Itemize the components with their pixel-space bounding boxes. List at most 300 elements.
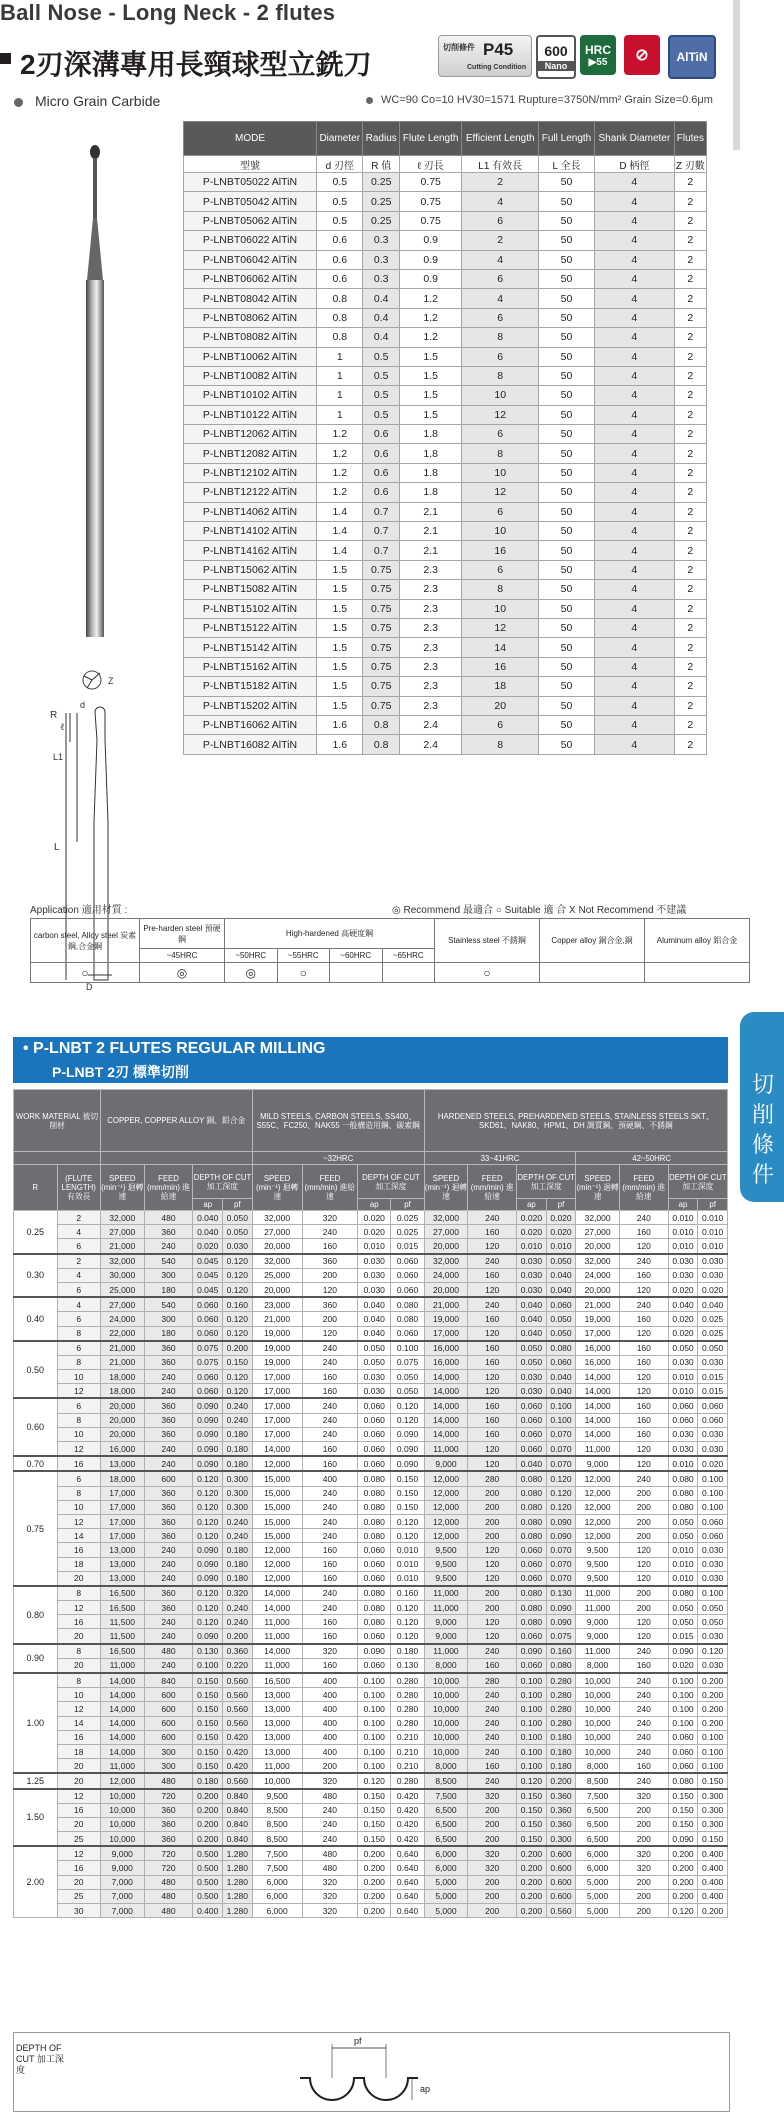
cc-cell: 0.090 [193, 1413, 223, 1427]
cc-cell: 200 [468, 1803, 517, 1817]
app-sub-65: ~65HRC [382, 949, 435, 963]
cc-cell: 11,000 [424, 1601, 468, 1615]
tool-row [184, 269, 707, 288]
tool-cell: 2.3 [399, 677, 462, 696]
cc-cell: 19,000 [252, 1341, 302, 1356]
cc-cell: 10,000 [576, 1673, 620, 1688]
cc-cell: 32,000 [576, 1211, 620, 1225]
tool-cell: 4 [595, 289, 675, 308]
cc-cell: 0.090 [391, 1442, 424, 1457]
cc-cell: 8,000 [576, 1658, 620, 1673]
tool-cell: 0.25 [363, 173, 399, 192]
cc-row [14, 1832, 728, 1847]
cc-cell: 0.010 [698, 1239, 728, 1254]
cc-cell: 14 [57, 1529, 101, 1543]
cc-cell: 11,000 [424, 1644, 468, 1659]
cc-cell: 0.080 [668, 1471, 698, 1486]
cc-cell: 0.080 [358, 1586, 391, 1601]
cc-cell: 0.040 [698, 1297, 728, 1312]
cc-cell: 27,000 [252, 1225, 302, 1239]
tool-cell: 4 [595, 211, 675, 230]
cc-cell: 12 [57, 1789, 101, 1804]
cc-cell: 160 [302, 1456, 358, 1471]
cc-cell: 0.120 [193, 1529, 223, 1543]
cc-cell: 0.130 [391, 1658, 424, 1673]
cc-cell: 0.060 [358, 1427, 391, 1441]
cc-cell: 160 [619, 1341, 668, 1356]
cc-cell: 200 [619, 1904, 668, 1918]
tool-cell: 18 [462, 677, 539, 696]
tool-cell: 1.5 [317, 560, 363, 579]
tool-cell: P-LNBT08062 AlTiN [184, 308, 317, 327]
cc-cell: 12,000 [252, 1571, 302, 1586]
cc-cell: 0.045 [193, 1254, 223, 1269]
cc-cell: 0.045 [193, 1282, 223, 1297]
cc-cell: 10,000 [576, 1702, 620, 1716]
cc-cell: 0.100 [358, 1759, 391, 1774]
cc-cell: 160 [302, 1442, 358, 1457]
tool-cell: 2 [674, 696, 706, 715]
cc-cell: 240 [302, 1427, 358, 1441]
cc-cell: 0.020 [668, 1658, 698, 1673]
cc-cell: 9,500 [424, 1571, 468, 1586]
tool-row [184, 405, 707, 424]
cc-cell: 24,000 [576, 1268, 620, 1282]
cc-cell: 0.040 [546, 1370, 576, 1384]
cc-cell: 0.600 [546, 1846, 576, 1861]
tool-cell: 0.3 [363, 231, 399, 250]
cc-cell: 0.150 [193, 1716, 223, 1730]
cc-cell: 400 [302, 1673, 358, 1688]
cc-cell: 0.040 [546, 1384, 576, 1399]
cc-cell: 16,500 [101, 1644, 145, 1659]
cc-cell: 24,000 [424, 1268, 468, 1282]
cc-cell: 0.060 [193, 1297, 223, 1312]
cc-cell: 360 [144, 1817, 193, 1831]
tool-cell: P-LNBT08042 AlTiN [184, 289, 317, 308]
tool-cell: 0.5 [363, 405, 399, 424]
tool-cell: 2.1 [399, 502, 462, 521]
cc-cell: 160 [302, 1557, 358, 1571]
cc-cell: 0.075 [193, 1341, 223, 1356]
cc-head-row1 [14, 1090, 728, 1152]
cc-cell: 13,000 [101, 1557, 145, 1571]
cc-row [14, 1529, 728, 1543]
tool-cell: P-LNBT16062 AlTiN [184, 715, 317, 734]
app-mark: ◎ [140, 963, 225, 983]
tool-cell: 50 [539, 250, 595, 269]
cc-cell: 0.420 [391, 1789, 424, 1804]
cc-row [14, 1673, 728, 1688]
cc-cell: 360 [144, 1601, 193, 1615]
cc-cell: 0.050 [223, 1211, 253, 1225]
cc-cell: 0.180 [546, 1744, 576, 1758]
cc-cell: 120 [468, 1615, 517, 1629]
cc-cell: 600 [144, 1702, 193, 1716]
tool-cell: 50 [539, 386, 595, 405]
app-col-stainless: Stainless steel 不銹鋼 [435, 919, 540, 963]
cc-cell: 0.200 [358, 1846, 391, 1861]
cc-cell: 160 [619, 1312, 668, 1326]
cc-cell: 0.150 [668, 1789, 698, 1804]
tool-cell: P-LNBT15122 AlTiN [184, 618, 317, 637]
th-mode: MODE [184, 122, 317, 156]
cc-cell: 13,000 [252, 1744, 302, 1758]
cc-cell: 21,000 [576, 1297, 620, 1312]
cc-cell: 0.080 [517, 1529, 547, 1543]
cc-cell: 0.420 [391, 1803, 424, 1817]
cc-cell: 120 [619, 1326, 668, 1341]
cc-cell: 0.400 [698, 1889, 728, 1903]
cc-cell: 0.640 [391, 1904, 424, 1918]
cc-cell: 8,500 [576, 1773, 620, 1788]
cc-cell: 240 [468, 1211, 517, 1225]
cc-cell: 10 [57, 1427, 101, 1441]
tool-cell: 2 [674, 463, 706, 482]
tool-cell: 50 [539, 483, 595, 502]
tool-cell: P-LNBT12062 AlTiN [184, 425, 317, 444]
cc-cell: 600 [144, 1716, 193, 1730]
cc-cell: 0.030 [668, 1254, 698, 1269]
cc-cell: 11,000 [424, 1442, 468, 1457]
cc-row [14, 1716, 728, 1730]
cc-cell: 0.020 [546, 1211, 576, 1225]
cc-cell: 0.100 [358, 1688, 391, 1702]
cc-radius: 1.25 [14, 1773, 58, 1788]
cc-cell: 17,000 [424, 1326, 468, 1341]
sub-flute-length: ℓ 刃長 [399, 156, 462, 173]
cc-cell: 240 [468, 1716, 517, 1730]
tool-cell: 2 [674, 502, 706, 521]
tool-cell: 50 [539, 735, 595, 754]
cc-cell: 25,000 [252, 1268, 302, 1282]
tool-table-subheader [184, 156, 707, 173]
cc-cell: 0.640 [391, 1861, 424, 1875]
cc-cell: 320 [468, 1789, 517, 1804]
cc-cell: 12,000 [576, 1486, 620, 1500]
cc-row [14, 1615, 728, 1629]
cc-cell: 0.100 [517, 1702, 547, 1716]
cc-cell: 10 [57, 1688, 101, 1702]
cc-cell: 11,000 [576, 1586, 620, 1601]
cc-cell: 10,000 [424, 1730, 468, 1744]
cc-head-row3 [14, 1165, 728, 1199]
cc-cell: 10 [57, 1500, 101, 1514]
cc-cell: 9,500 [252, 1789, 302, 1804]
cc-radius: 0.70 [14, 1456, 58, 1471]
tool-cell: 2.4 [399, 735, 462, 754]
tool-cell: 1.5 [317, 638, 363, 657]
tool-cell: 2 [674, 444, 706, 463]
cc-cell: 0.010 [517, 1239, 547, 1254]
cc-cell: 0.010 [546, 1239, 576, 1254]
tool-row [184, 715, 707, 734]
cc-cell: 0.120 [546, 1471, 576, 1486]
cc-cell: 240 [144, 1615, 193, 1629]
cc-blank-copper [101, 1152, 253, 1165]
tool-cell: 50 [539, 405, 595, 424]
cc-cell: 0.090 [546, 1529, 576, 1543]
cc-cell: 400 [302, 1744, 358, 1758]
cc-cell: 0.120 [223, 1254, 253, 1269]
tool-row [184, 192, 707, 211]
cc-cell: 20 [57, 1658, 101, 1673]
cc-cell: 0.060 [546, 1355, 576, 1369]
cc-cell: 8 [57, 1326, 101, 1341]
cc-cell: 0.160 [223, 1297, 253, 1312]
cc-cell: 17,000 [101, 1486, 145, 1500]
cc-cell: 600 [144, 1688, 193, 1702]
cc-cell: 120 [619, 1282, 668, 1297]
cc-cell: 120 [468, 1326, 517, 1341]
tool-cell: 1.2 [317, 463, 363, 482]
cc-cell: 0.150 [193, 1730, 223, 1744]
cutting-condition-badge [438, 35, 532, 77]
cc-col-pf: pf [698, 1199, 728, 1211]
cc-row [14, 1211, 728, 1225]
cc-cell: 0.100 [358, 1673, 391, 1688]
cc-cell: 13,000 [101, 1543, 145, 1557]
tool-cell: 50 [539, 173, 595, 192]
cc-cell: 10,000 [424, 1673, 468, 1688]
cc-cell: 0.070 [546, 1427, 576, 1441]
cc-cell: 0.030 [517, 1254, 547, 1269]
hrc-label: HRC [585, 42, 611, 57]
cc-cell: 200 [619, 1601, 668, 1615]
cc-cell: 20 [57, 1875, 101, 1889]
cc-cell: 240 [302, 1803, 358, 1817]
cc-cell: 0.200 [698, 1673, 728, 1688]
cc-cell: 32,000 [576, 1254, 620, 1269]
cc-cell: 320 [619, 1861, 668, 1875]
cc-cell: 20,000 [424, 1282, 468, 1297]
cc-cell: 160 [468, 1658, 517, 1673]
cc-cell: 0.080 [517, 1500, 547, 1514]
cc-cell: 0.360 [546, 1789, 576, 1804]
cc-row [14, 1789, 728, 1804]
cc-cell: 0.045 [193, 1268, 223, 1282]
cc-cell: 19,000 [576, 1312, 620, 1326]
app-col-preharden: Pre-harden steel 預硬鋼 [140, 919, 225, 949]
tool-cell: 1.2 [317, 444, 363, 463]
tool-cell: 4 [595, 599, 675, 618]
tool-row [184, 425, 707, 444]
cc-cell: 0.075 [546, 1629, 576, 1644]
cc-col-depth: DEPTH OF CUT 加工深度 [668, 1165, 727, 1199]
cc-cell: 0.120 [193, 1471, 223, 1486]
cc-cell: 0.090 [546, 1615, 576, 1629]
tool-cell: 8 [462, 328, 539, 347]
app-mark: ○ [435, 963, 540, 983]
sub-full-length: L 全長 [539, 156, 595, 173]
cc-cell: 200 [619, 1486, 668, 1500]
tool-cell: 4 [595, 192, 675, 211]
tool-cell: 12 [462, 405, 539, 424]
cc-cell: 6 [57, 1471, 101, 1486]
cc-cell: 160 [302, 1370, 358, 1384]
cc-cell: 0.100 [517, 1730, 547, 1744]
cc-cell: 0.420 [391, 1817, 424, 1831]
cc-cell: 0.200 [358, 1861, 391, 1875]
cc-cell: 0.560 [223, 1716, 253, 1730]
cc-cell: 14,000 [252, 1644, 302, 1659]
tool-cell: 50 [539, 599, 595, 618]
cc-cell: 0.150 [193, 1744, 223, 1758]
cc-cell: 11,000 [576, 1442, 620, 1457]
cc-cell: 14,000 [576, 1384, 620, 1399]
cc-cell: 0.640 [391, 1875, 424, 1889]
cc-cell: 240 [619, 1730, 668, 1744]
cc-cell: 0.120 [193, 1514, 223, 1528]
cc-cell: 8,500 [252, 1832, 302, 1847]
cc-cell: 10,000 [101, 1832, 145, 1847]
cc-cell: 0.150 [193, 1759, 223, 1774]
cc-cell: 120 [468, 1442, 517, 1457]
cc-cell: 0.030 [358, 1370, 391, 1384]
tool-cell: 2 [674, 599, 706, 618]
cc-cell: 20,000 [576, 1282, 620, 1297]
cc-cell: 0.040 [517, 1297, 547, 1312]
cc-col-feed: FEED (mm/min) 進給速 [468, 1165, 517, 1211]
cc-cell: 0.240 [223, 1601, 253, 1615]
tool-cell: P-LNBT15162 AlTiN [184, 657, 317, 676]
cc-row [14, 1875, 728, 1889]
cc-cell: 0.030 [358, 1384, 391, 1399]
cc-cell: 0.120 [358, 1773, 391, 1788]
cc-cell: 0.030 [698, 1442, 728, 1457]
cc-cell: 9,500 [424, 1543, 468, 1557]
tool-row [184, 211, 707, 230]
cc-cell: 0.360 [546, 1817, 576, 1831]
tool-cell: 4 [462, 250, 539, 269]
cc-cell: 200 [619, 1875, 668, 1889]
cc-cell: 200 [619, 1803, 668, 1817]
cc-cell: 0.360 [546, 1803, 576, 1817]
tool-cell: 4 [595, 463, 675, 482]
cc-blank [14, 1152, 101, 1165]
cc-row [14, 1456, 728, 1471]
tool-cell: 0.6 [317, 250, 363, 269]
cc-cell: 120 [619, 1557, 668, 1571]
cc-cell: 0.090 [668, 1832, 698, 1847]
cc-col-speed: SPEED (min⁻¹) 迴轉速 [576, 1165, 620, 1211]
cc-cell: 14,000 [252, 1442, 302, 1457]
cc-cell: 0.100 [517, 1673, 547, 1688]
cc-cell: 240 [302, 1341, 358, 1356]
tool-cell: 2 [674, 560, 706, 579]
cc-cell: 0.180 [193, 1773, 223, 1788]
cc-cell: 0.025 [391, 1211, 424, 1225]
tool-cell: 1 [317, 386, 363, 405]
cc-cell: 0.010 [668, 1571, 698, 1586]
cc-cell: 12 [57, 1384, 101, 1399]
cc-cell: 120 [468, 1370, 517, 1384]
cc-cell: 0.100 [391, 1341, 424, 1356]
tool-cell: 4 [595, 483, 675, 502]
label-z: Z [108, 676, 114, 686]
cc-cell: 0.150 [193, 1702, 223, 1716]
cc-cell: 0.040 [358, 1312, 391, 1326]
cc-cell: 240 [302, 1500, 358, 1514]
tool-cell: 50 [539, 618, 595, 637]
cc-col-pf: pf [546, 1199, 576, 1211]
cc-cell: 21,000 [101, 1239, 145, 1254]
tool-cell: 6 [462, 211, 539, 230]
tool-cell: 1.5 [399, 405, 462, 424]
cc-cell: 0.060 [391, 1254, 424, 1269]
cc-cell: 0.280 [546, 1673, 576, 1688]
cc-cell: 180 [144, 1282, 193, 1297]
tool-cell: P-LNBT12122 AlTiN [184, 483, 317, 502]
tool-cell: 0.25 [363, 211, 399, 230]
tool-cell: 0.75 [363, 618, 399, 637]
cc-cell: 13,000 [252, 1688, 302, 1702]
cc-cell: 27,000 [576, 1225, 620, 1239]
th-efficient-length: Efficient Length [462, 122, 539, 156]
cc-cell: 7,000 [101, 1904, 145, 1918]
cc-cell: 0.030 [698, 1355, 728, 1369]
cc-cell: 13,000 [252, 1716, 302, 1730]
cc-cell: 0.060 [193, 1384, 223, 1399]
cc-cell: 0.060 [517, 1571, 547, 1586]
tool-cell: 2 [674, 211, 706, 230]
cc-cell: 0.090 [193, 1398, 223, 1413]
cc-cell: 0.050 [668, 1514, 698, 1528]
cc-col-speed: SPEED (min⁻¹) 迴轉速 [101, 1165, 145, 1211]
cc-row [14, 1282, 728, 1297]
cc-cell: 0.100 [698, 1486, 728, 1500]
th-flute-length: Flute Length [399, 122, 462, 156]
cc-cell: 0.280 [391, 1702, 424, 1716]
cc-cell: 0.015 [391, 1239, 424, 1254]
cc-cell: 0.030 [223, 1239, 253, 1254]
tool-cell: 0.6 [363, 444, 399, 463]
tool-cell: 0.9 [399, 269, 462, 288]
cc-cell: 0.280 [391, 1688, 424, 1702]
cc-radius: 0.40 [14, 1297, 58, 1341]
cc-cell: 0.080 [546, 1341, 576, 1356]
cc-cell: 120 [619, 1571, 668, 1586]
app-mark [645, 963, 750, 983]
cc-cell: 0.100 [668, 1688, 698, 1702]
tool-cell: 0.9 [399, 250, 462, 269]
cutting-table [13, 1089, 728, 1918]
cc-cell: 0.180 [223, 1442, 253, 1457]
cc-cell: 120 [468, 1543, 517, 1557]
cc-cell: 0.100 [517, 1744, 547, 1758]
tool-cell: 1.6 [317, 715, 363, 734]
cc-cell: 32,000 [252, 1211, 302, 1225]
cc-cell: 200 [619, 1586, 668, 1601]
tool-cell: P-LNBT15142 AlTiN [184, 638, 317, 657]
cc-cell: 10,000 [101, 1789, 145, 1804]
cc-cell: 25 [57, 1889, 101, 1903]
cc-cell: 360 [144, 1500, 193, 1514]
cc-cell: 0.150 [698, 1832, 728, 1847]
tool-cell: 4 [595, 638, 675, 657]
spec-text: WC=90 Co=10 HV30=1571 Rupture=3750N/mm² Grain Size=0.6μm [381, 94, 713, 106]
tool-cell: 4 [595, 173, 675, 192]
cc-cell: 0.010 [358, 1239, 391, 1254]
cc-cell: 0.060 [358, 1658, 391, 1673]
cc-cell: 0.015 [668, 1629, 698, 1644]
cc-cell: 120 [619, 1456, 668, 1471]
cc-cell: 6,000 [252, 1875, 302, 1889]
cc-hrc-mild: ~32HRC [252, 1152, 424, 1165]
bullet-dot-icon [14, 98, 23, 107]
cc-cell: 0.080 [517, 1471, 547, 1486]
badge-cc-caption: Cutting Condition [467, 64, 527, 71]
